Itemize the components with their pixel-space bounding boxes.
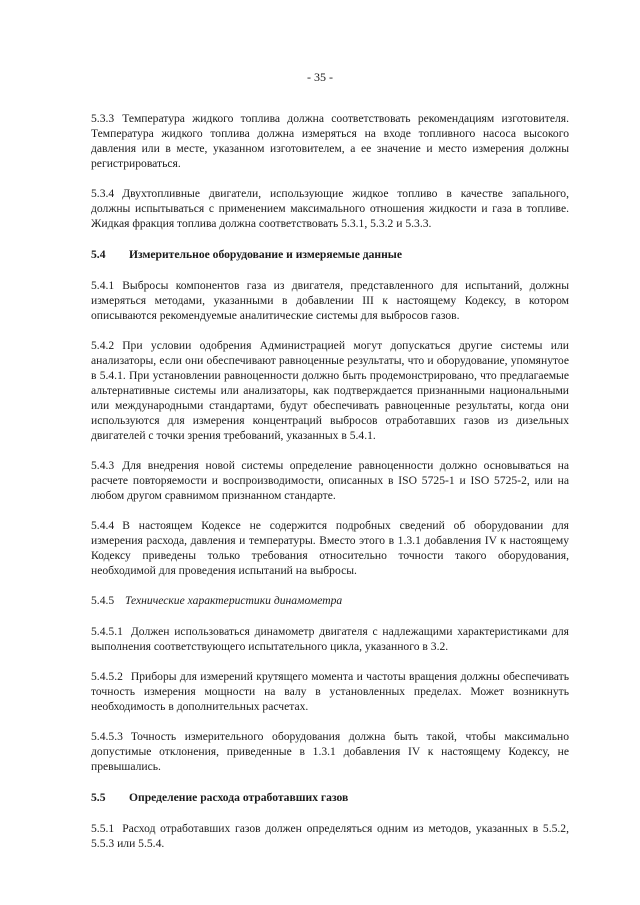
paragraph-5-4-5-1 [91, 624, 569, 654]
paragraph-number: 5.4.3 [91, 459, 115, 472]
paragraph-number: 5.4.5.2 [91, 670, 123, 683]
paragraph-number: 5.4.1 [91, 279, 115, 292]
paragraph-text: Выбросы компонентов газа из двигателя, представленного для испытаний, должны измеряться методами, указанными в добавлении III к настоящему Кодексу, в котором описываются рекомендуемые аналитические системы для выбросов газов. [91, 279, 569, 322]
paragraph-5-4-5-2 [91, 669, 569, 714]
paragraph-5-3-4 [91, 186, 569, 231]
paragraph-text: Точность измерительного оборудования должна быть такой, чтобы максимально допустимые отклонения, приведенные в 1.3.1 добавления IV к настоящему Кодексу, не превышались. [91, 730, 569, 773]
section-number: 5.5 [91, 791, 106, 804]
paragraph-text: Приборы для измерений крутящего момента и частоты вращения должны обеспечивать точность измерения мощности на валу в установленных пределах. Может возникнуть необходимость в дополнительных расчетах. [91, 670, 569, 713]
paragraph-text: Должен использоваться динамометр двигателя с надлежащими характеристиками для выполнения соответствующего испытательного цикла, указанного в 3.2. [91, 625, 569, 653]
paragraph-number: 5.4.5.1 [91, 625, 123, 638]
paragraph-5-3-3 [91, 111, 569, 171]
paragraph-number: 5.4.4 [91, 519, 115, 532]
paragraph-number: 5.3.3 [91, 112, 115, 125]
section-title: Измерительное оборудование и измеряемые данные [129, 248, 402, 261]
page-number: - 35 - [307, 70, 333, 84]
subsection-number: 5.4.5 [91, 594, 115, 607]
document-body [91, 111, 569, 851]
paragraph-5-5-1 [91, 821, 569, 851]
section-heading-5-5 [91, 790, 569, 805]
section-title: Определение расхода отработавших газов [129, 791, 349, 804]
paragraph-text: При условии одобрения Администрацией могут допускаться другие системы или анализаторы, если они обеспечивают равноценные результаты, что и оборудование, упомянутое в 5.4.1. При установлении равноценности должно быть продемонстрировано, что предлагаемые альтернативные системы или анализаторы, как подтверждается признанными национальными или международными стандартами, будут обеспечивать равноценные результаты, когда они используются для измерения концентраций выбросов отработавших газов из дизельных двигателей с точки зрения требований, указанных в 5.4.1. [91, 339, 569, 442]
paragraph-text: Температура жидкого топлива должна соответствовать рекомендациям изготовителя. Температура жидкого топлива должна измеряться на входе топливного насоса высокого давления или в месте, указанном изготовителем, а ее значение и место измерения должны регистрироваться. [91, 112, 569, 170]
paragraph-text: В настоящем Кодексе не содержится подробных сведений об оборудовании для измерения расхода, давления и температуры. Вместо этого в 1.3.1 добавления IV к настоящему Кодексу приведены только требования относительно точности такого оборудования, необходимой для проведения испытаний на выбросы. [91, 519, 569, 577]
paragraph-text: Расход отработавших газов должен определяться одним из методов, указанных в 5.5.2, 5.5.3 или 5.5.4. [91, 822, 569, 850]
paragraph-number: 5.3.4 [91, 187, 115, 200]
subsection-title: Технические характеристики динамометра [125, 594, 343, 607]
paragraph-number: 5.4.5.3 [91, 730, 123, 743]
paragraph-number: 5.5.1 [91, 822, 115, 835]
paragraph-text: Двухтопливные двигатели, использующие жидкое топливо в качестве запального, должны испытываться с применением максимального отношения жидкости и газа в топливе. Жидкая фракция топлива должна соответствовать 5.3.1, 5.3.2 и 5.3.3. [91, 187, 569, 230]
paragraph-5-4-2 [91, 338, 569, 443]
paragraph-5-4-1 [91, 278, 569, 323]
paragraph-number: 5.4.2 [91, 339, 115, 352]
paragraph-5-4-4 [91, 518, 569, 578]
paragraph-text: Для внедрения новой системы определение равноценности должно основываться на расчете повторяемости и воспроизводимости, описанных в ISO 5725-1 и ISO 5725-2, или на любом другом сравнимом признанном стандарте. [91, 459, 569, 502]
paragraph-5-4-3 [91, 458, 569, 503]
paragraph-5-4-5-3 [91, 729, 569, 774]
section-heading-5-4 [91, 247, 569, 262]
section-number: 5.4 [91, 248, 106, 261]
subsection-heading-5-4-5 [91, 593, 569, 608]
